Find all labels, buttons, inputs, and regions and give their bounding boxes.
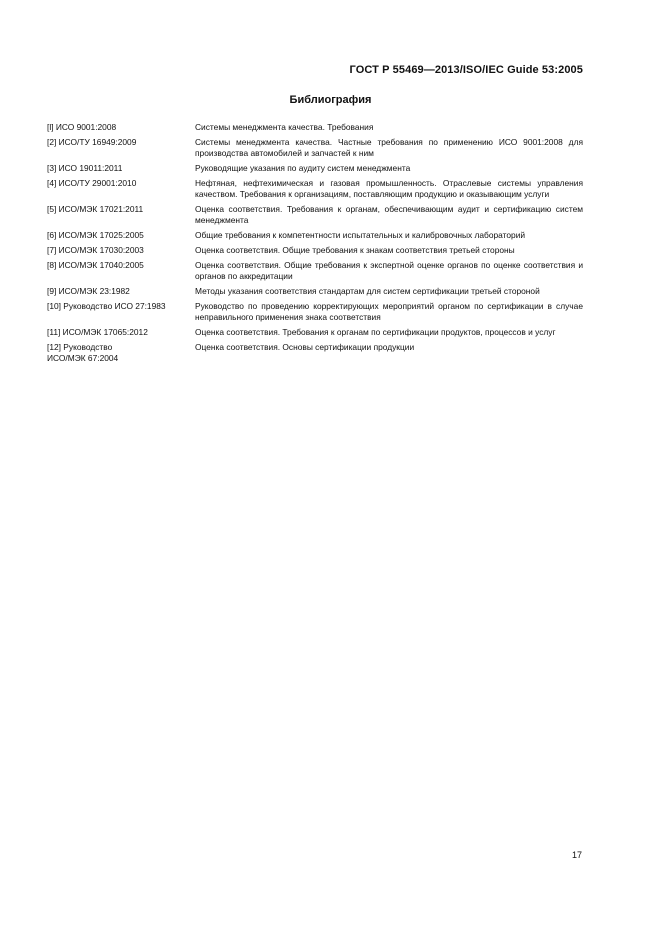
list-item bbox=[47, 327, 583, 338]
reference-id: [5] ИСО/МЭК 17021:2011 bbox=[47, 204, 144, 214]
list-item bbox=[47, 122, 583, 133]
reference-id: [12] Руководство ИСО/МЭК 67:2004 bbox=[47, 342, 119, 363]
reference-title: Общие требования к компетентности испытательных и калибровочных лабораторий bbox=[195, 230, 526, 240]
reference-title: Нефтяная, нефтехимическая и газовая промышленность. Отраслевые системы управления качеством. Требования к организациям, поставляющим продукцию и оказывающим услуги bbox=[195, 178, 583, 199]
list-item bbox=[47, 204, 583, 226]
page-number: 17 bbox=[572, 850, 583, 860]
reference-id: [8] ИСО/МЭК 17040:2005 bbox=[47, 260, 144, 270]
bibliography-list bbox=[47, 122, 583, 368]
reference-title: Руководство по проведению корректирующих мероприятий органом по сертификации в случае неправильного применения знака соответствия bbox=[195, 301, 583, 322]
reference-title: Руководящие указания по аудиту систем менеджмента bbox=[195, 163, 411, 173]
reference-title: Методы указания соответствия стандартам для систем сертификации третьей стороной bbox=[195, 286, 540, 296]
reference-id: [11] ИСО/МЭК 17065:2012 bbox=[47, 327, 148, 337]
reference-title: Оценка соответствия. Общие требования к знакам соответствия третьей стороны bbox=[195, 245, 515, 255]
list-item bbox=[47, 260, 583, 282]
reference-id: [3] ИСО 19011:2011 bbox=[47, 163, 123, 173]
list-item bbox=[47, 342, 583, 364]
list-item bbox=[47, 163, 583, 174]
reference-id: [4] ИСО/ТУ 29001:2010 bbox=[47, 178, 137, 188]
reference-title: Системы менеджмента качества. Требования bbox=[195, 122, 374, 132]
list-item bbox=[47, 178, 583, 200]
list-item bbox=[47, 137, 583, 159]
list-item bbox=[47, 230, 583, 241]
reference-id: [l] ИСО 9001:2008 bbox=[47, 122, 117, 132]
reference-id: [2] ИСО/ТУ 16949:2009 bbox=[47, 137, 137, 147]
list-item bbox=[47, 301, 583, 323]
reference-title: Оценка соответствия. Общие требования к экспертной оценке органов по оценке соответствия и органов по аккредитации bbox=[195, 260, 583, 281]
reference-id: [10] Руководство ИСО 27:1983 bbox=[47, 301, 166, 311]
section-title: Библиография bbox=[289, 94, 372, 106]
standard-header: ГОСТ Р 55469—2013/ISO/IEC Guide 53:2005 bbox=[349, 64, 583, 76]
reference-id: [6] ИСО/МЭК 17025:2005 bbox=[47, 230, 144, 240]
list-item bbox=[47, 286, 583, 297]
list-item bbox=[47, 245, 583, 256]
reference-title: Оценка соответствия. Требования к органам, обеспечивающим аудит и сертификацию систем менеджмента bbox=[195, 204, 583, 225]
reference-id: [7] ИСО/МЭК 17030:2003 bbox=[47, 245, 144, 255]
reference-id: [9] ИСО/МЭК 23:1982 bbox=[47, 286, 130, 296]
reference-title: Оценка соответствия. Основы сертификации продукции bbox=[195, 342, 415, 352]
reference-title: Системы менеджмента качества. Частные требования по применению ИСО 9001:2008 для производства автомобилей и запчастей к ним bbox=[195, 137, 583, 158]
reference-title: Оценка соответствия. Требования к органам по сертификации продуктов, процессов и услуг bbox=[195, 327, 556, 337]
